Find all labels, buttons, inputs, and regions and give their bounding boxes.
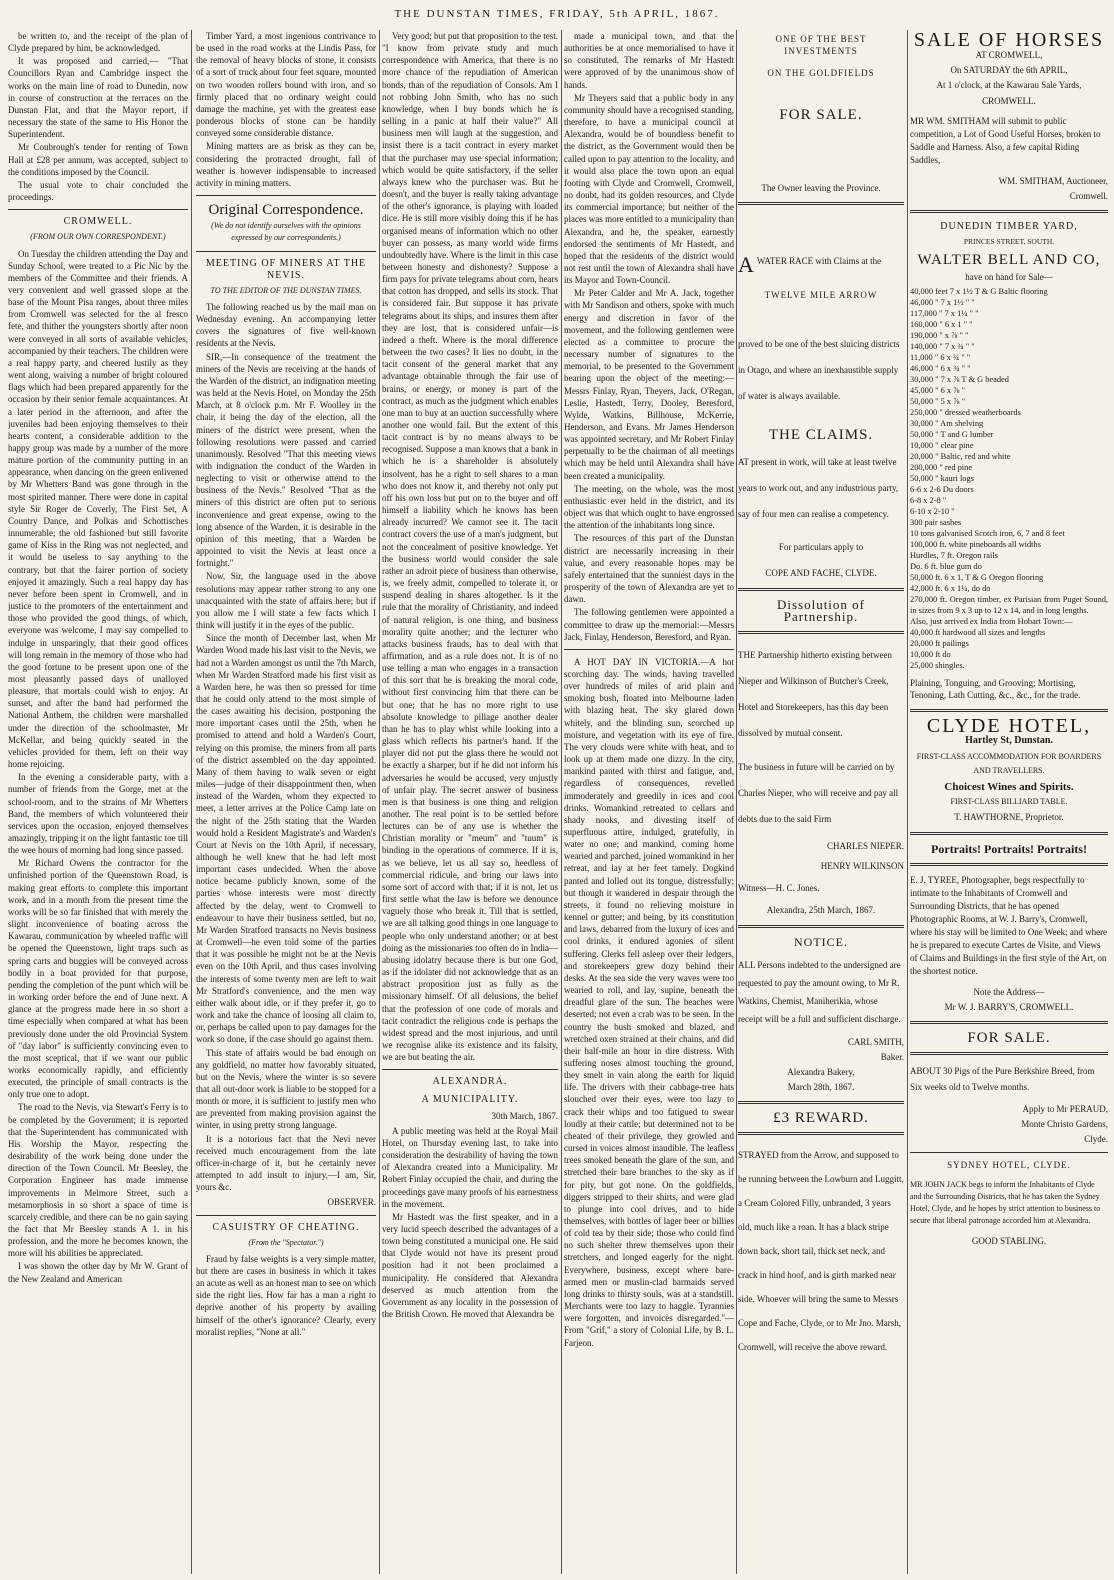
ad-line: CROMWELL. [982, 95, 1036, 106]
source-note: (From the "Spectator.") [248, 1237, 324, 1247]
paragraph: It is a notorious fact that the Nevi never received much encouragement from the late officer-in-charge of it, but he certainly never attempted to add insult to injury,—I am, Sir, yours &c. [196, 1133, 376, 1193]
ad-line: Cromwell. [1069, 190, 1108, 201]
ad-line: GOOD STABLING. [971, 1235, 1047, 1246]
paragraph: It was proposed and carried,— "That Councillors Ryan and Cambridge inspect the works on the main line of road to Dunedin, now in course of construction at the terraces on the Dunstan Flat, and that the Mayor report, if necessary the state of the same to His Honor the Superintendent. [8, 56, 188, 140]
divider [738, 631, 904, 634]
price-list-item: 140,000 " 7 x ¾ " " [910, 341, 975, 351]
paragraph: Mr Richard Owens the contractor for the unfinished portion of the Queenstown Road, is making great efforts to complete this important work, and in a month from the present time the works will be so far finished that with merely the slight inconvenience of boating across the Kawarau, communication by wheeled traffic will be opened the Queenstown, light traps such as spring carts and buggies will be conveyed across bodily in a boat provided for that purpose, pending the completion of the punt which will be in working order before the end of June next. A glance at the progress made here in so short a time especially when compared at what has been previously done under the old Provincial System of "day labor" is sufficiently convincing even to the most sceptical, that if we want our public works economically rapidly, and efficiently executed, the principle of small contracts is the only true one to adopt. [8, 858, 188, 1100]
price-list-item: 50,000 " kauri logs [910, 473, 974, 483]
price-list-item: 250,000 " dressed weatherboards [910, 407, 1021, 417]
price-list-item: 117,000 " 7 x 1¼ " " [910, 308, 979, 318]
paragraph: Mining matters are as brisk as they can be, considering the protracted drought, fall of weather is however indispensable to increased activity in mining matters. [196, 141, 376, 188]
paragraph: The road to the Nevis, via Stewart's Ferry is to be completed by the Government; it is reported that the Superintendent has communicated with His Worship the Mayor, respecting the desirability of the work being done under the direction of the Town Council. Mr Beesley, the Corporation Engineer has made immense improvements in Melmore Street, such a metamorphosis in so short a space of time is scarcely credible, and there can be no gain saying the fact that Mr Beesley stands A 1. in his profession, and the more he becomes known, the more will his abilities be appreciated. [8, 1102, 188, 1259]
ad-line: Monte Christo Gardens, [1021, 1119, 1108, 1130]
price-list-item: 30,000 " Am shelving [910, 418, 984, 428]
price-list-item: 20,000 ft pailings [910, 638, 969, 648]
divider [910, 1152, 1108, 1153]
ad-line: Baker. [880, 1051, 904, 1062]
ad-title: FOR SALE. [779, 107, 863, 124]
column-5-ads [738, 30, 904, 1574]
divider [196, 251, 376, 252]
price-list-item: 200,000 " red pine [910, 462, 973, 472]
witness: Witness—H. C. Jones. [738, 883, 820, 894]
paragraph: This state of affairs would be bad enough on any goldfield, no matter how favorably situated, but on the Nevis, where the winter is so severe that all out-door work is liable to be stopped for a month or more, it is sufficient to justify men who are prevented from making provision against the winter, in using pretty strong language. [196, 1047, 376, 1131]
paragraph: SIR,—In consequence of the treatment the miners of the Nevis are receiving at the hands of the Warden of the district, an indignation meeting was held at the Nevis Hotel, on Monday the 25th March, at 8 o'clock p.m. Mr F. Woolley in the chair, it being the day of the election, all the miners of the district were present, when the following resolutions were passed and carried unanimously. Resolved "That this meeting views with indignation the conduct of the Warden in neglecting to visit or otherwise attend to the business of the Nevis." Resolved "That as the miners of this district are often put to serious inconvenience and great expense, owing to the long absence of the Warden, it is desirable in the opinion of this meeting, that a Warden be appointed to visit the Nevis at least once a fortnight." [196, 351, 376, 569]
ad-title: DUNEDIN TIMBER YARD, [940, 221, 1078, 233]
ad-body: Plaining, Tonguing, and Grooving; Mortising, Tenoning, Lath Cutting, &c., &c., for the trade. [910, 677, 1081, 700]
ad-line: Apply to Mr PERAUD, [1022, 1104, 1108, 1115]
ad-line: have on hand for Sale— [965, 271, 1053, 282]
drop-cap: A [738, 251, 754, 277]
paragraph: Mr Hastedt was the first speaker, and in a very lucid speech described the advantages of a town being constituted a municipal one. He said that Clyde would not have its present proud position had it not been proclaimed a municipality. He considered that Alexandra deserved as much attention from the Government as any locality in the possession of the British Crown. He moved that Alexandra be [382, 1211, 558, 1320]
divider [910, 1052, 1108, 1055]
column-rule [379, 30, 380, 1574]
divider [196, 195, 376, 196]
ad-line: Hartley St, Dunstan. [965, 734, 1053, 746]
ad-title: THE CLAIMS. [768, 427, 874, 444]
ad-line: WATER RACE with Claims at the [756, 255, 882, 266]
divider [738, 925, 904, 928]
divider [910, 210, 1108, 213]
paragraph: be written to, and the receipt of the plan of Clyde prepared by him, be acknowledged. [8, 31, 188, 54]
price-list-item: Also, just arrived ex India from Hobart Town:— [910, 616, 1073, 626]
column-4 [564, 30, 734, 1574]
paragraph: Now, Sir, the language used in the above resolutions may appear rather strong to any one unacquainted with the state of affairs here; but if you allow me I will state a few facts which I think will justify it in the eyes of the public. [196, 571, 376, 631]
ad-line: COPE AND FACHE, CLYDE. [765, 568, 877, 579]
ad-body: ALL Persons indebted to the undersigned are requested to pay the amount owing, to Mr R. Watkins, Chemist, Maniherikia, whose receipt will be a full and sufficient discharge. [738, 959, 901, 1024]
ad-firm: WALTER BELL AND CO, [917, 252, 1101, 269]
divider [910, 1021, 1108, 1024]
paragraph: The following gentlemen were appointed a committee to draw up the memorial:—Messrs Jack, Finlay, Henderson, Beresford, and Ryan. [564, 607, 734, 642]
price-list-item: 10 tons galvanised Scotch iron, 6, 7 and 8 feet [910, 528, 1065, 538]
ad-line: For particulars apply to [778, 542, 864, 553]
section-heading: CASUISTRY OF CHEATING. [212, 1221, 360, 1233]
signature: CHARLES NIEPER. [826, 840, 904, 851]
ad-title: SYDNEY HOTEL, CLYDE. [947, 1159, 1071, 1170]
paragraph: The resources of this part of the Dunstan district are necessarily increasing in their value, and every reasonable hopes may be safely entertained that the sunniest days in the prosperity of the town of Alexandra are yet to dawn. [564, 533, 734, 605]
ad-body: STRAYED from the Arrow, and supposed to be running between the Lowburn and Luggitt, a Cream Colored Filly, unbranded, 3 years old, much like a roan. It has a black stripe down back, short tail, thick set neck, and crack in hind hoof, and is girth marked near side. Whoever will bring the same to Messrs Cope and Fache, Clyde, or to Mr Jno. Marsh, Cromwell, will receive the above reward. [738, 1150, 904, 1353]
signature: WM. SMITHAM, Auctioneer, [998, 175, 1108, 186]
ad-line: FIRST-CLASS BILLIARD TABLE. [950, 797, 1068, 807]
section-heading: A MUNICIPALITY. [421, 1094, 519, 1106]
price-list [910, 286, 1108, 671]
divider [910, 709, 1108, 712]
ad-title: Portraits! Portraits! Portraits! [931, 841, 1087, 856]
ad-line: At 1 o'clock, at the Kawarau Sale Yards, [936, 80, 1082, 91]
divider [910, 863, 1108, 866]
paragraph: Mr Coubrough's tender for renting of Town Hall at £28 per annum, was accepted, subject to the conditions imposed by the Council. [8, 142, 188, 177]
ad-body: E. J. TYREE, Photographer, begs respectfully to intimate to the Inhabitants of Cromwell and Surrounding Districts, that he has opened Photographic Rooms, at W. J. Barry's, Cromwell, where his stay will be limited to One Week; and where he is prepared to execute Cartes de Visite, and Views of Claims and Buildings in the first style of the Art, on the shortest notice. [910, 874, 1108, 976]
price-list-item: Do. 6 ft. blue gum do [910, 561, 982, 571]
letter-to: TO THE EDITOR OF THE DUNSTAN TIMES. [210, 285, 362, 295]
ad-title: CLYDE HOTEL, [926, 714, 1092, 737]
paragraph: The following reached us by the mail man on Wednesday evening. An accompanying letter covers the signatures of five well-known residents at the Nevis. [196, 301, 376, 349]
section-heading: Original Correspondence. [208, 202, 364, 219]
divider [738, 1101, 904, 1104]
column-1 [8, 30, 188, 1574]
column-2 [196, 30, 376, 1574]
price-list-item: 270,000 ft. Oregon timber, ex Parisian from Puget Sound, in sizes from 9 x 3 up to 12 x 14, and in long lengths. [910, 594, 1108, 615]
paragraph: Since the month of December last, when Mr Warden Wood made his last visit to the Nevis, we had not a Warden amongst us until the 7th March, when Mr Warden Stratford made his first visit as a Warden here, he was then so pressed for time that he could only attend to the most simple of the cases awaiting his decision, postponing the more important cases until the 25th, when he promised to attend and hold a Warden's Court, relying on this promise, the miners from all parts of the district assembled on the day appointed. Many of them having to walk seven or eight miles—judge of their disappointment then, when instead of the Warden, whom they expected to meet, a letter arrives at the Police Camp late on the night of the 25th stating that the Warden would hold a Resident Magistrate's and Warden's Court at Nevis on the 10th April, if necessary, although he well knew that he had left most important cases undecided. When the above notice became publicly known, some of the parties whose interests were most directly affected by the delay, went to Cromwell to endeavour to have their business settled, but no, Mr Warden Stratford transacts no Nevis business at Cromwell—he even told some of the parties that it was possible he might not be at the Nevis even on the 10th April, and thus cases involving the interests of some twenty men are left to wait Mr Stratford's convenience, and the men way either walk about idle, or if they prefer it, go to work and take the chance of loosing all claim to, or, perhaps be called upon to pay damages for the work so done, if the case should go against them. [196, 633, 376, 1045]
ad-title: £3 REWARD. [773, 1110, 869, 1127]
ad-body: proved to be one of the best sluicing districts in Otago, and where an inexhaustible supply of water is always available. [738, 339, 900, 402]
dateline: 30th March, 1867. [491, 1110, 558, 1121]
price-list-item: 10,000 " clear pine [910, 440, 974, 450]
price-list-item: 42,000 ft. 6 x 1¼, do do [910, 583, 991, 593]
divider [8, 209, 188, 210]
price-list-item: 6-8 x 2-8 " [910, 495, 947, 505]
paragraph: A HOT DAY IN VICTORIA.—A hot scorching day. The winds, having travelled over hundreds of miles of arid plain and smoking bush, floated into Melbourne laden with blazing heat. The sky glared down whitely, and the blinding sun, scorched up moisture, and vegetation with its eye of fire. The very clouds were white with heat, and to look up at them made one dizzy. In the city, mankind panted with thirst and fatigue, and, regardless of consequences, revelled immoderately and greedily in ices and cool drinks. Womankind retreated to cellars and shady nooks, and divesting itself of superfluous attire, indulged, gratefully, in water no one; and mankind, coming home wearied and parched, joined womankind in her retreat, and lay at her feet tamely. Dogkind panted and lolled out its tongue, distressfully; but though it wandered in despair through the streets, it found no relieving moisture in kennel or gutter; and being, by its constitution and laws, debarred from the luxury of ices and cool drinks, it endured agonies of silent suffering. Clerks fell asleep over their ledgers, and storekeepers grew dozy behind their desks. At the sea side the very waves were too wearied to roll, and lay, supine, beneath the dreadful glare of the sun. The beaches were deserted; not even a crab was to be seen. In the country the bush smoked and blazed, and wretched oxen strained at their chains, and did their half-mile an hour in dire distress. With suffering noses almost touching the ground, they smelt in vain along the earth for liquid life. The drivers with their cabbage-tree hats slouched over their eyes, were too lazy to crack their whips and too fatigued to swear loudly at their cattle; but determined not to be cheated of their privilege, they growled and cursed in voices almost inaudible. The leafless trees smoked beneath the glare of the sun, and stretched their bare branches to the sky as if for pity, but got none. On the goldfields, diggers stripped to their shirts, and were glad to plunge into cool drives, and to hide themselves, with bottles of lager beer or billies of cold tea by their side; those who could find no such shelter threw themselves upon their stretchers, and longed eagerly for the night. Everywhere, business, except where bare-armed men or muslin-clad barmaids served long drinks to thirsty souls, was at a standstill. Merchants were too lazy to haggle. Tyrannies were forgotten, and invoices disregarded."—From "Grif," a story of Colonial Life, by B. L. Farjeon. [564, 656, 734, 1348]
letter-heading: MEETING OF MINERS AT THE NEVIS. [205, 257, 367, 281]
ad-line: ON THE GOLDFIELDS [767, 68, 875, 79]
disclaimer: (We do not identify ourselves with the opinions expressed by our correspondents.) [211, 221, 361, 243]
ad-line: Clyde. [1084, 1134, 1108, 1145]
section-subheading: (FROM OUR OWN CORRESPONDENT.) [30, 232, 166, 242]
ad-body: The business in future will be carried on by Charles Nieper, who will receive and pay all debts due to the said Firm [738, 761, 899, 824]
ad-body: ABOUT 30 Pigs of the Pure Berkshire Breed, from Six weeks old to Twelve months. [910, 1066, 1095, 1093]
price-list-item: 100,000 ft. white pineboards all widths [910, 539, 1041, 549]
divider [738, 202, 904, 205]
divider [738, 588, 904, 591]
paragraph: I was shown the other day by Mr W. Grant of the New Zealand and American [8, 1261, 188, 1284]
ad-line: The Owner leaving the Province. [761, 182, 881, 193]
paragraph: Mr Peter Calder and Mr A. Jack, together with Mr Sandison and others, spoke with much energy and discretion in favor of the movement, and the following gentlemen were elected as a committee to procure the necessary number of signatures to the memorial, to be presented to the Government bearing upon the object of the meeting:—Messrs Finlay, Ryan, Theyers, Jack, O'Regan, Leslie, Hastedt, Terry, Dooley, Beresford, Wylde, Watkins, Billhouse, McKerrie, Henderson, and Evans. Mr James Henderson was appointed secretary, and Mr Robert Finlay perpetually to be the chairman of all meetings which may be held until Alexandra shall have been created a municipality. [564, 288, 734, 481]
paragraph: Fraud by false weights is a very simple matter, but there are cases in business in which it takes an acute as well as an honest man to see on which side the right lies. How far has a man a right to deprive another of his property by availing himself of the other's ignorance? Clearly, every moralist replies, "None at all." [196, 1253, 376, 1337]
paragraph: In the evening a considerable party, with a number of friends from the Gorge, met at the school-room, and to the strains of Mr Whetters Band, the members of which volunteered their services upon the occasion, enjoyed themselves amazingly, tripping it on the light fantastic toe till the wee hours of morning had long since passed. [8, 772, 188, 856]
price-list-item: 46,000 " 6 x ¾ " " [910, 363, 971, 373]
section-heading: ALEXANDRA. [432, 1076, 508, 1088]
paragraph: The meeting, on the whole, was the most enthusiastic ever held in the district, and its object was that which ought to have engrossed the attention of the inhabitants long since. [564, 483, 734, 531]
section-heading: CROMWELL. [63, 216, 133, 228]
paragraph: made a municipal town, and that the authorities be at once memorialised to have it so constituted. The remarks of Mr Hastedt were approved of by the unanimous show of hands. [564, 31, 734, 90]
divider [564, 649, 734, 650]
ad-title: Dissolution of Partnership. [776, 596, 866, 624]
paragraph: The usual vote to chair concluded the proceedings. [8, 179, 188, 203]
ad-title: FOR SALE. [967, 1029, 1051, 1046]
column-rule [191, 30, 192, 1574]
paragraph: A public meeting was held at the Royal Mail Hotel, on Thursday evening last, to take into consideration the desirability of having the town of Alexandra created into a Municipality. Mr Robert Finlay occupied the chair, and during the proceedings gave many proofs of his earnestness in the movement. [382, 1125, 558, 1209]
signature: HENRY WILKINSON [820, 861, 904, 872]
column-rule [736, 30, 737, 1574]
price-list-item: 50,000 " T and G lumber [910, 429, 994, 439]
paragraph: On Tuesday the children attending the Day and Sunday School, were treated to a Pic Nic by the members of the Committee and their friends. A very convenient and well grassed slope at the base of the Mount Pisa ranges, about three miles from Cromwell was selected for the al fresco fete, and thither the youngsters shortly after noon were conveyed in all sorts of available vehicles, accompanied by their teachers. The children were a real happy party, and cheered lustily as they went along, waiving a number of bright coloured flags which had been prepared apparently for the occasion by their senior female acquaintances. At a later period in the afternoon, and after the juveniles had been enjoying themselves to their hearts content, a considerable addition to the happy group was made by a number of the more mature portion of the community putting in an appearance, when dancing on the green enlivened by Mr Whetters Band was gone through in the most spirited manner. There were done in capital style Sir Roger de Coverly, The First Set, A Country Dance, and Polkas and Schottisches innumerable; the old fashioned but still favorite game of Kiss in the Ring was not neglected, and it would be useless to say anything to the contrary, but that the fairer portion of society enjoyed it amazingly. Such a real happy day has never before been spent in Cromwell, and in justice to the promoters of the entertainment and those who provided the good things, of which, everyone was welcome, I may say compelled to indulge in unsparingly, that their good offices will long remain in the memory of those who had the good fortune to be present upon one of the most pleasantly passed days of unalloyed pleasure, that mortals could wish to enjoy. At sunset, and after the band had performed the National Anthem, the children were marshalled under the direction of the schoolmaster, Mr McKellar, and being quickly seated in the vehicles provided for them, left on their way home rejoicing. [8, 248, 188, 770]
ad-line: Choicest Wines and Spirits. [944, 781, 1074, 794]
price-list-item: 10,000 ft do [910, 649, 951, 659]
divider [910, 832, 1108, 835]
column-3 [382, 30, 558, 1574]
paragraph: Mr Theyers said that a public body in any community should have a recognised standing, therefore, to have a municipal council at Alexandra, would be of boundless benefit to the district, as the Government would then be called upon to pay attention to the locality, and it would also place the town upon an equal footing with Clyde and Cromwell, Cromwell, no doubt, had its golden resources, and Clyde its commercial importance; but neither of the places was more entitled to a municipality than Alexandra, and he, the speaker, earnestly endorsed the sentiments of Mr Hastedt, and hoped that the residents of the district would not rest until the town of Alexandra shall have its Mayor and Town-Council. [564, 92, 734, 286]
ad-line: Mr W. J. BARRY'S, CROMWELL. [944, 1001, 1074, 1012]
ad-line: Alexandra Bakery, [787, 1066, 855, 1077]
ad-line: Note the Address— [973, 986, 1045, 997]
ad-title: NOTICE. [794, 934, 848, 949]
price-list-item: 11,000 " 6 x ¾ " " [910, 352, 971, 362]
divider [196, 1215, 376, 1216]
ad-body [738, 251, 904, 277]
price-list-item: 160,000 " 6 x 1 " " [910, 319, 973, 329]
price-list-item: Hurdles, 7 ft. Oregon rails [910, 550, 998, 560]
paragraph: Very good; but put that proposition to the test. "I know from private study and much correspondence with America, that there is no more chance of the repudiation of American bonds, than of the repudiation of Consols. Am I not robbing John Smith, who has no such knowledge, when I buy bonds which he is selling in a panic at half their value?" All business men will laugh at the suggestion, and insist there is a tacit contract in every market that the purchaser may use special information; which would be quite satisfactory, if the seller always knew who the purchaser was. But he doesn't, and the buyer is really taking advantage of the other's ignorance, is playing with loaded dice. He is still more visibly doing this if he has organised means of information which no other buyer can possess, as many world wide firms undoubtedly have. Where is the limit in this case between honesty and dishonesty? Suppose a firm pays for private telegrams about corn, hears that cotton has dropped, and sells its stock. That is considered fair. But suppose it has private telegrams about its ships, and insures them after they are lost, that is considered unfair—is indeed a theft. Where is the moral difference between the two cases? It lies no doubt, in the tacit consent of the general market that any advantage obtainable through the fair use of brains, or energy, or money is part of the contract, as much as the judgment which enables one man to buy at an auction successfully where another one would fail. But the extent of this tacit contract is by no means always to be recognised. Suppose a man knows that a bank in which he is a shareholder is absolutely insolvent, has he a right to sell shares to a man who does not know it, and thereby not only put off his own loss but put on to the buyer and off himself a liability which he knows has been already incurred? We cannot see it. The tacit contract covers the use of a man's judgment, but not the concealment of positive knowledge. Yet the business world would consider the sale rather an adroit piece of business than otherwise, is, we freely admit, compelled to tolerate it, or suspend dealing in shares altogether. Is it the rule that the morality of Christianity, and indeed of natural religion, is one thing, and business morality quite another; and the lecturer who attacks business frauds, has to deal with that affirmation, and as a rule does not. It is of no use telling a man who engages in a transaction of this sort that he is breaking the moral code, without first convincing him that there can be but one; that he has no more right to use absolute knowledge to pillage another dealer than he has to play whist while looking into a glass which reflects his partner's hand. If the player did not put the glass there he would not be exactly a sharper, but if he did not inform his adversaries he would be accused, very unjustly of unfair play. The secret answer of business men is that business is one thing and religion another. The real point is to be settled before lectures can be of any use is whether the Christian morality or "meum" and "tuum" is binding in the operations of commerce. If it is, as we believe, let us all say so, heedless of commercial ridicule, and bring our laws into some sort of accord with that; if it is not, let us first settle what the law is before we denounce vaguely those who break it. Till that is settled, we are all talking good things in one language to people who only understand another; or at best doing as the missionaries too often do in India—abusing idolatry because there is but one God, as if the idolater did not acknowledge that as an abstract proposition just as fully as the missionary himself. Of all delusions, the belief that the profession of one code of morals and tacit contradict the religious code is perhaps the widest spread and the most injurious, and until we recognise alike its existence and its falsity, we are but beating the air. [382, 31, 558, 1063]
column-rule [907, 30, 908, 1574]
column-6-ads [910, 30, 1108, 1574]
paragraph: Timber Yard, a most ingenious contrivance to be used in the road works at the Lindis Pass, for the removal of heavy blocks of stone, it consists of a sort of truck about four feet square, mounted on two wooden rollers bound with iron, and so firmly placed that no ordinary weight could damage the machine, yet with the greatest ease ponderous blocks of stone can be handily conveyed some considerable distance. [196, 31, 376, 139]
price-list-item: 40,000 feet 7 x 1½ T & G Baltic flooring [910, 286, 1048, 296]
price-list-item: 46,000 " 7 x 1½ " " [910, 297, 975, 307]
ad-line: ONE OF THE BEST INVESTMENTS [775, 34, 867, 57]
signature: CARL SMITH, [847, 1036, 904, 1047]
divider [382, 1069, 558, 1070]
ad-date: Alexandra, 25th March, 1867. [766, 905, 876, 916]
ad-date: March 28th, 1867. [787, 1082, 855, 1093]
ad-line: FIRST-CLASS ACCOMMODATION FOR BOARDERS AND TRAVELLERS. [916, 752, 1102, 776]
price-list-item: 50,000 " 5 x ⅞ " [910, 396, 965, 406]
ad-line: On SATURDAY the 6th APRIL, [950, 65, 1068, 76]
ad-line: TWELVE MILE ARROW [764, 289, 878, 300]
ad-body: THE Partnership hitherto existing between Nieper and Wilkinson of Butcher's Creek, Hotel and Storekeepers, has this day been dissolved by mutual consent. [738, 649, 892, 738]
ad-line: T. HAWTHORNE, Proprietor. [954, 812, 1064, 823]
signoff: OBSERVER. [327, 1197, 376, 1208]
ad-body: MR JOHN JACK begs to inform the Inhabitants of Clyde and the Surrounding Districts, that he has taken the Sydney Hotel, Clyde, and he hopes by strict attention to business to secure that liberal patronage accorded him at Alexandra. [910, 1179, 1101, 1225]
ad-body: MR WM. SMITHAM will submit to public competition, a Lot of Good Useful Horses, broken to Saddle and Harness. Also, a few capital Riding Saddles, [910, 115, 1101, 165]
price-list-item: 25,000 shingles. [910, 660, 965, 670]
price-list-item: 40,000 ft hardwood all sizes and lengths [910, 627, 1046, 637]
ad-line: PRINCES STREET, SOUTH. [963, 237, 1055, 247]
ad-title: SALE OF HORSES [913, 30, 1105, 51]
price-list-item: 300 pair sashes [910, 517, 962, 527]
divider [738, 1132, 904, 1135]
price-list-item: 6-6 x 2-6 Du doors [910, 484, 974, 494]
price-list-item: 20,000 " Baltic, red and white [910, 451, 1011, 461]
price-list-item: 45,000 " 6 x ⅞ " [910, 385, 965, 395]
price-list-item: 50,000 ft. 6 x 1, T & G Oregon flooring [910, 572, 1044, 582]
ad-line: AT CROMWELL, [975, 50, 1043, 61]
price-list-item: 190,000 " x ⅞ " " [910, 330, 969, 340]
ad-body: AT present in work, will take at least twelve years to work out, and any industrious party, say of four men can realise a competency. [738, 457, 899, 520]
price-list-item: 30,000 " 7 x ⅞ T & G beaded [910, 374, 1009, 384]
masthead: THE DUNSTAN TIMES, FRIDAY, 5th APRIL, 1867. [394, 8, 720, 20]
price-list-item: 6-10 x 2-10 " [910, 506, 955, 516]
column-rule [561, 30, 562, 1574]
